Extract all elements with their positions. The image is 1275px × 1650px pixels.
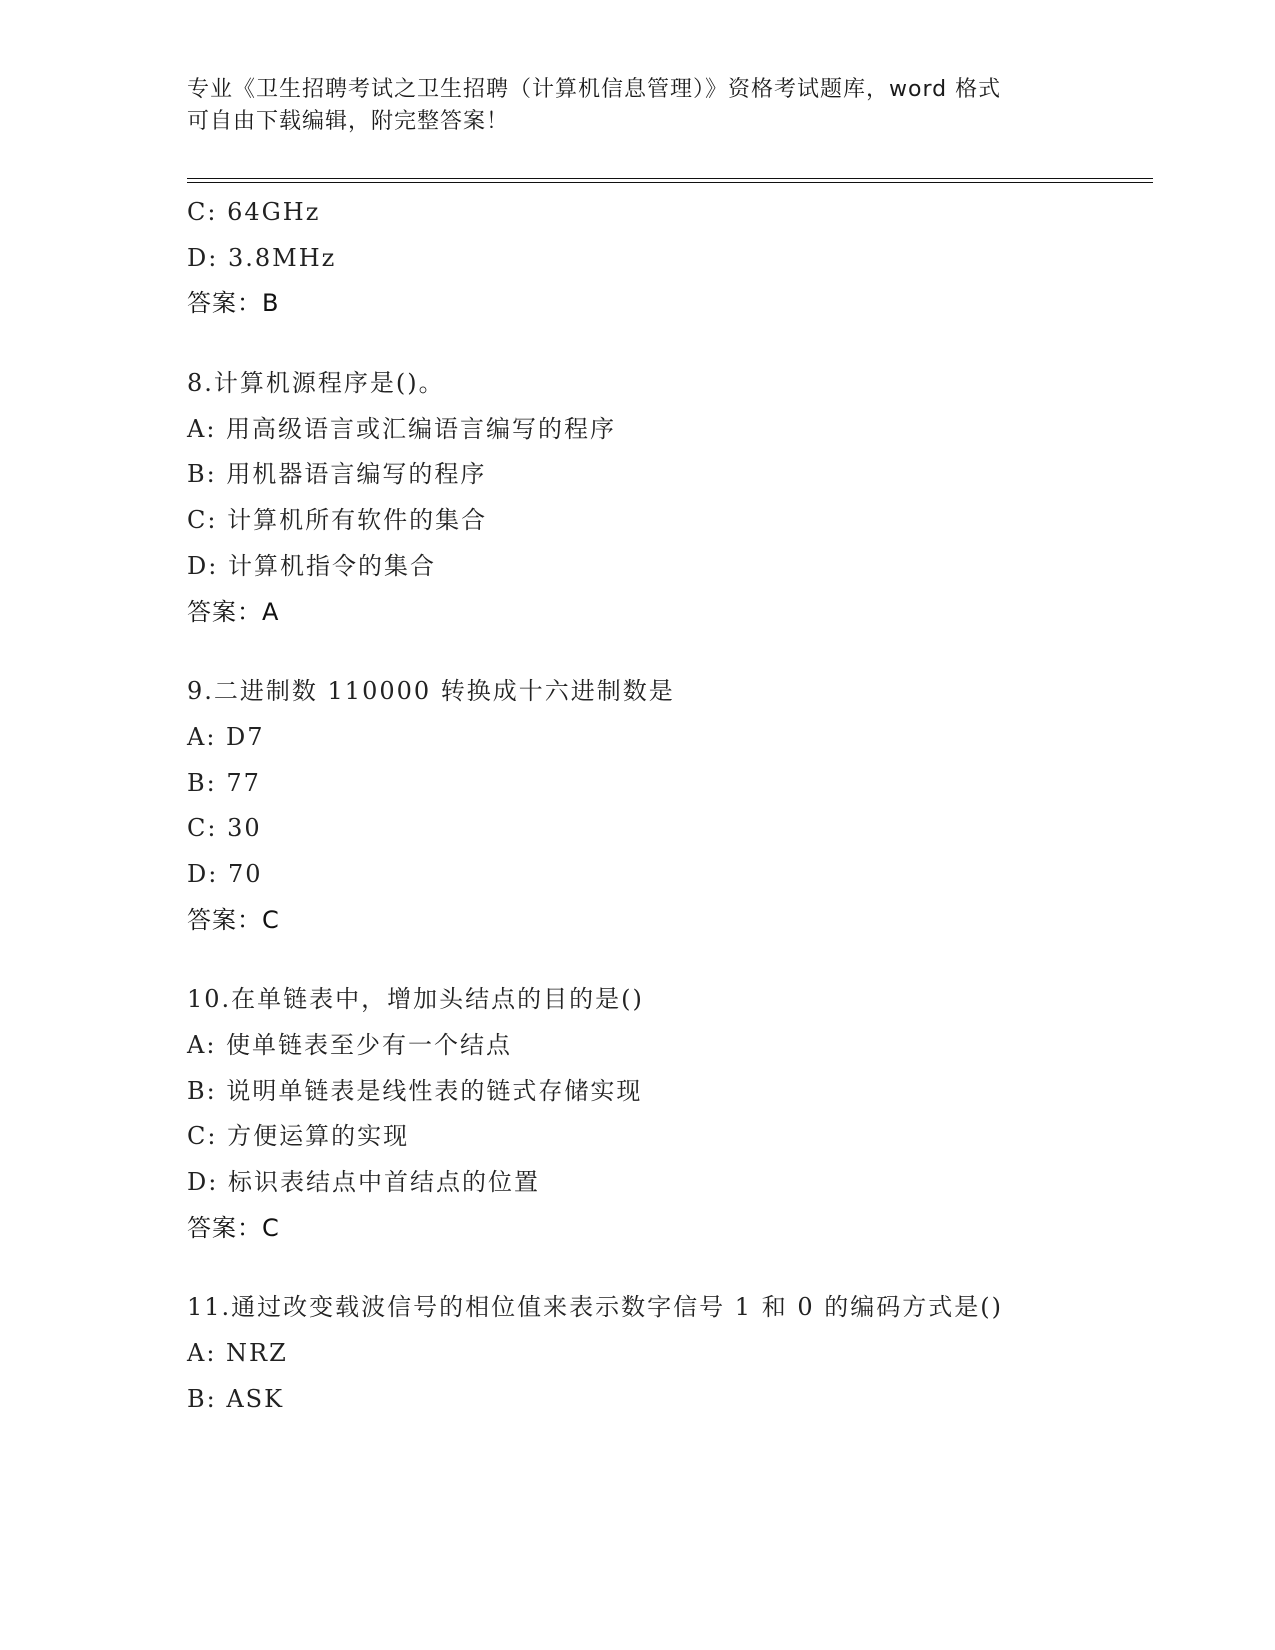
option-b: B: 77 [187, 768, 261, 797]
answer-label: 答案：C [187, 1213, 280, 1242]
header-divider-top [187, 178, 1153, 179]
question-block-11 [187, 1285, 1147, 1422]
question-block-7-tail [187, 190, 1147, 327]
answer-label: 答案：A [187, 597, 280, 626]
option-d: D: 70 [187, 859, 263, 888]
question-text: 10.在单链表中，增加头结点的目的是() [187, 985, 644, 1014]
question-block-9 [187, 669, 1147, 943]
option-b: B: 用机器语言编写的程序 [187, 460, 487, 489]
option-b: B: ASK [187, 1384, 285, 1413]
spacer [187, 1251, 1147, 1285]
option-c: C: 64GHz [187, 198, 321, 226]
question-text: 8.计算机源程序是()。 [187, 369, 445, 398]
header-line-1: 专业《卫生招聘考试之卫生招聘（计算机信息管理）》资格考试题库，word 格式 [187, 77, 1002, 102]
spacer [187, 943, 1147, 977]
option-c: C: 计算机所有软件的集合 [187, 506, 488, 535]
option-a: A: NRZ [187, 1339, 288, 1368]
option-d: D: 3.8MHz [187, 243, 337, 272]
question-text: 9.二进制数 110000 转换成十六进制数是 [187, 677, 675, 706]
header-line-2: 可自由下载编辑，附完整答案！ [187, 109, 510, 134]
option-a: A: 使单链表至少有一个结点 [187, 1031, 513, 1059]
option-a: A: D7 [187, 722, 265, 751]
question-block-8 [187, 361, 1147, 635]
spacer [187, 635, 1147, 669]
option-c: C: 方便运算的实现 [187, 1122, 410, 1151]
header-divider-bottom [187, 182, 1153, 183]
spacer [187, 327, 1147, 361]
answer-label: 答案：B [187, 289, 280, 318]
option-a: A: 用高级语言或汇编语言编写的程序 [187, 414, 617, 443]
question-text: 11.通过改变载波信号的相位值来表示数字信号 1 和 0 的编码方式是() [187, 1293, 1003, 1322]
option-d: D: 计算机指令的集合 [187, 551, 436, 580]
option-b: B: 说明单链表是线性表的链式存储实现 [187, 1076, 643, 1105]
option-c: C: 30 [187, 814, 262, 843]
option-d: D: 标识表结点中首结点的位置 [187, 1168, 540, 1197]
question-list [187, 190, 1147, 1423]
question-block-10 [187, 977, 1147, 1251]
answer-label: 答案：C [187, 905, 280, 934]
document-header [187, 74, 1087, 138]
